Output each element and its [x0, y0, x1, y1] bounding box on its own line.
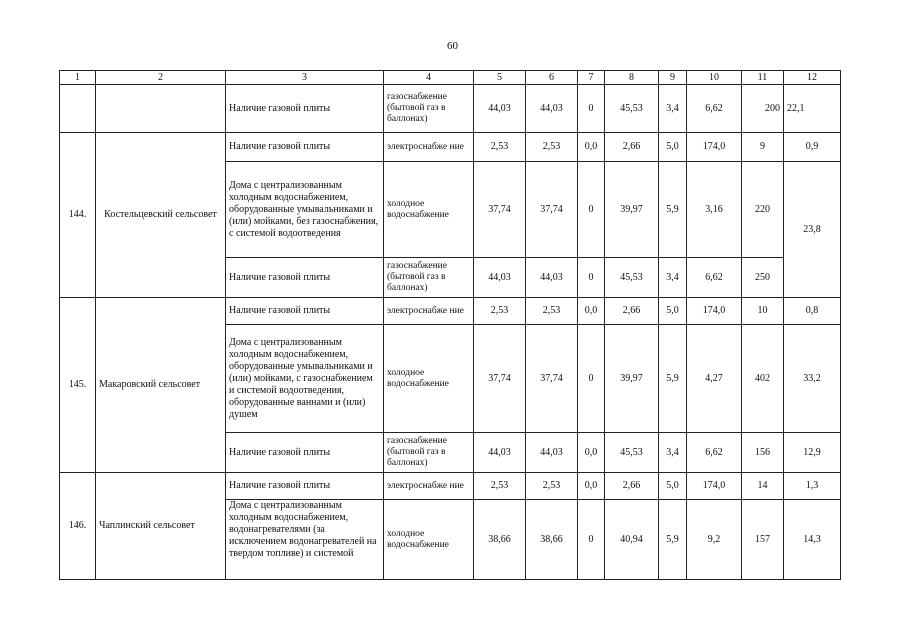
value-cell: 5,0	[659, 298, 687, 325]
value-cell: 5,9	[659, 162, 687, 258]
tariff-table	[59, 70, 841, 580]
description-cell: Наличие газовой плиты	[226, 298, 384, 325]
column-header: 1	[60, 71, 96, 85]
value-cell: 39,97	[605, 325, 659, 433]
page-number: 60	[447, 40, 458, 52]
value-cell: 0	[578, 500, 605, 580]
table-row	[60, 298, 841, 325]
value-cell: 220	[742, 162, 784, 258]
service-cell: газоснабжение (бытовой газ в баллонах)	[384, 85, 474, 133]
description-cell: Дома с централизованным холодным водоснабжением, оборудованные умывальниками и (или) мойками, без газоснабжения, с системой водоотведения	[226, 162, 384, 258]
description-cell: Дома с централизованным холодным водоснабжением, водонагревателями (за исключением водонагревателей на твердом топливе) и системой	[226, 500, 384, 580]
service-cell: электроснабже ние	[384, 473, 474, 500]
value-cell: 0,8	[784, 298, 841, 325]
service-cell: холодное водоснабжение	[384, 162, 474, 258]
value-cell: 45,53	[605, 258, 659, 298]
value-cell: 6,62	[687, 433, 742, 473]
value-cell: 44,03	[526, 258, 578, 298]
table-row	[60, 85, 841, 133]
row-number: 145.	[60, 298, 96, 473]
value-cell: 6,62	[687, 85, 742, 133]
value-cell: 174,0	[687, 133, 742, 162]
value-cell: 9	[742, 133, 784, 162]
value-cell: 2,53	[526, 298, 578, 325]
row-number: 144.	[60, 133, 96, 298]
value-cell: 45,53	[605, 85, 659, 133]
value-cell: 0,0	[578, 473, 605, 500]
service-cell: электроснабже ние	[384, 133, 474, 162]
value-cell: 2,66	[605, 298, 659, 325]
value-cell: 0,9	[784, 133, 841, 162]
row-number	[60, 85, 96, 133]
value-cell: 0,0	[578, 298, 605, 325]
value-cell: 23,8	[784, 162, 841, 298]
value-cell: 402	[742, 325, 784, 433]
value-cell: 37,74	[526, 325, 578, 433]
value-cell: 2,53	[526, 473, 578, 500]
value-cell: 33,2	[784, 325, 841, 433]
value-cell: 157	[742, 500, 784, 580]
table-row	[60, 133, 841, 162]
value-cell: 3,4	[659, 85, 687, 133]
value-cell: 3,16	[687, 162, 742, 258]
value-cell: 3,4	[659, 258, 687, 298]
column-header: 10	[687, 71, 742, 85]
value-cell: 40,94	[605, 500, 659, 580]
value-cell: 2,53	[474, 133, 526, 162]
column-header: 9	[659, 71, 687, 85]
column-header: 3	[226, 71, 384, 85]
value-cell: 0,0	[578, 133, 605, 162]
description-cell: Наличие газовой плиты	[226, 258, 384, 298]
value-cell: 37,74	[474, 162, 526, 258]
value-cell: 44,03	[474, 258, 526, 298]
description-cell: Наличие газовой плиты	[226, 85, 384, 133]
value-cell: 37,74	[526, 162, 578, 258]
value-cell: 0,0	[578, 433, 605, 473]
value-cell: 5,9	[659, 500, 687, 580]
value-cell: 0	[578, 85, 605, 133]
value-cell: 2,66	[605, 473, 659, 500]
header-row	[60, 71, 841, 85]
column-header: 5	[474, 71, 526, 85]
value-cell: 174,0	[687, 298, 742, 325]
value-cell: 5,0	[659, 133, 687, 162]
settlement-name	[96, 85, 226, 133]
value-cell: 44,03	[526, 85, 578, 133]
settlement-name: Костельцевский сельсовет	[96, 133, 226, 298]
description-cell: Наличие газовой плиты	[226, 433, 384, 473]
value-cell: 38,66	[526, 500, 578, 580]
value-cell: 12,9	[784, 433, 841, 473]
column-header: 2	[96, 71, 226, 85]
value-cell: 5,9	[659, 325, 687, 433]
value-cell: 200	[742, 85, 784, 133]
value-cell: 5,0	[659, 473, 687, 500]
column-header: 4	[384, 71, 474, 85]
value-cell: 38,66	[474, 500, 526, 580]
value-cell: 14,3	[784, 500, 841, 580]
value-cell: 44,03	[474, 85, 526, 133]
service-cell: газоснабжение (бытовой газ в баллонах)	[384, 433, 474, 473]
value-cell: 37,74	[474, 325, 526, 433]
value-cell: 44,03	[526, 433, 578, 473]
value-cell: 174,0	[687, 473, 742, 500]
column-header: 11	[742, 71, 784, 85]
service-cell: холодное водоснабжение	[384, 500, 474, 580]
description-cell: Дома с централизованным холодным водоснабжением, оборудованные умывальниками и (или) мойками, с газоснабжением и системой водоотведения, оборудованные ваннами и (или) душем	[226, 325, 384, 433]
value-cell: 14	[742, 473, 784, 500]
value-cell: 3,4	[659, 433, 687, 473]
value-cell: 2,53	[526, 133, 578, 162]
service-cell: холодное водоснабжение	[384, 325, 474, 433]
value-cell: 44,03	[474, 433, 526, 473]
column-header: 6	[526, 71, 578, 85]
service-cell: газоснабжение (бытовой газ в баллонах)	[384, 258, 474, 298]
service-cell: электроснабже ние	[384, 298, 474, 325]
description-cell: Наличие газовой плиты	[226, 473, 384, 500]
settlement-name: Чаплинский сельсовет	[96, 473, 226, 580]
table-row	[60, 473, 841, 500]
value-cell: 0	[578, 162, 605, 258]
value-cell: 4,27	[687, 325, 742, 433]
value-cell: 10	[742, 298, 784, 325]
row-number: 146.	[60, 473, 96, 580]
value-cell: 6,62	[687, 258, 742, 298]
value-cell: 39,97	[605, 162, 659, 258]
value-cell: 250	[742, 258, 784, 298]
value-cell: 45,53	[605, 433, 659, 473]
value-cell: 0	[578, 258, 605, 298]
value-cell: 2,53	[474, 473, 526, 500]
value-cell: 9,2	[687, 500, 742, 580]
value-cell: 0	[578, 325, 605, 433]
column-header: 8	[605, 71, 659, 85]
value-cell: 22,1	[784, 85, 841, 133]
value-cell: 1,3	[784, 473, 841, 500]
value-cell: 156	[742, 433, 784, 473]
value-cell: 2,53	[474, 298, 526, 325]
description-cell: Наличие газовой плиты	[226, 133, 384, 162]
column-header: 12	[784, 71, 841, 85]
value-cell: 2,66	[605, 133, 659, 162]
settlement-name: Макаровский сельсовет	[96, 298, 226, 473]
column-header: 7	[578, 71, 605, 85]
